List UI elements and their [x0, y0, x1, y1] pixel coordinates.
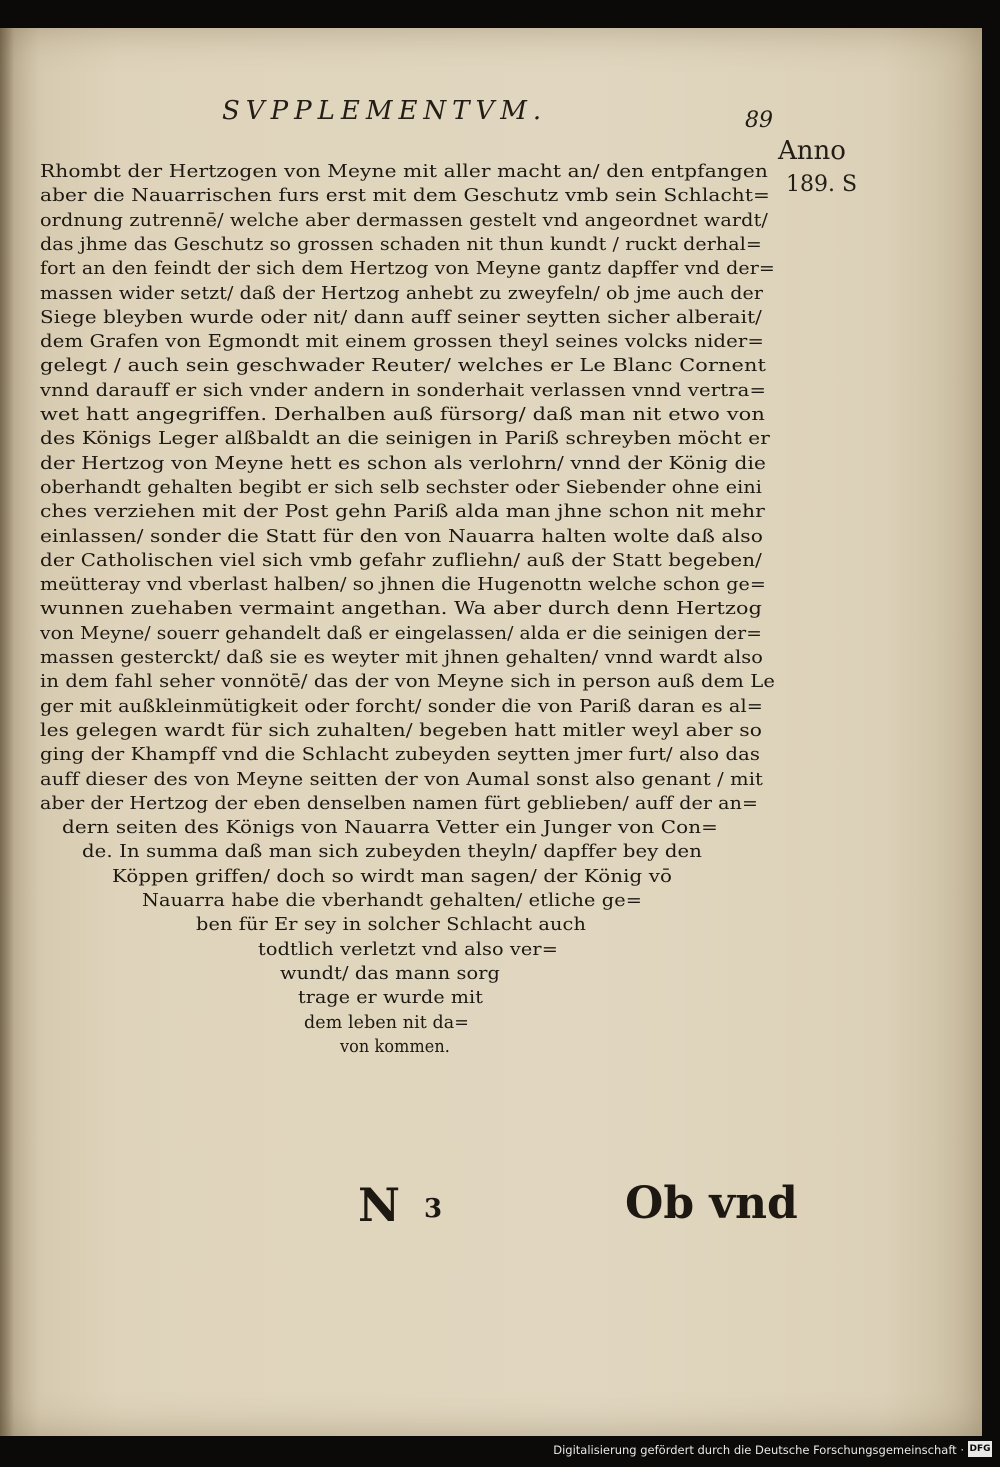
text-line: ordnung zutrennē/ welche aber dermassen gestelt vnd angeordnet wardt/: [40, 210, 768, 231]
text-line: wunnen zuehaben vermaint angethan. Wa aber durch denn Hertzog: [40, 599, 762, 620]
signature-letter: N: [358, 1178, 401, 1232]
text-line: ben für Er sey in solcher Schlacht auch: [196, 915, 586, 936]
text-line: les gelegen wardt für sich zuhalten/ begeben hatt mitler weyl aber so: [40, 720, 762, 741]
text-line: massen wider setzt/ daß der Hertzog anhebt zu zweyfeln/ ob jme auch der: [40, 283, 763, 304]
text-line: Nauarra habe die vberhandt gehalten/ etliche ge=: [142, 891, 642, 911]
text-line: de. In summa daß man sich zubeyden theyln/ dapffer bey den: [82, 842, 702, 863]
text-line: der Hertzog von Meyne hett es schon als verlohrn/ vnnd der König die: [40, 453, 767, 474]
running-header: SVPPLEMENTVM.: [222, 96, 548, 126]
text-line: wet hatt angegriffen. Derhalben auß fürsorg/ daß man nit etwo von: [40, 405, 765, 425]
text-line: ger mit außkleinmütigkeit oder forcht/ sonder die von Pariß daran es al=: [40, 696, 763, 717]
text-line: gelegt / auch sein geschwader Reuter/ welches er Le Blanc Cornent: [40, 356, 766, 377]
text-line: auff dieser des von Meyne seitten der von Aumal sonst also genant / mit: [40, 769, 763, 790]
text-line: wundt/ das mann sorg: [280, 963, 500, 984]
text-line: todtlich verletzt vnd also ver=: [258, 939, 558, 960]
text-line: meütteray vnd vberlast halben/ so jhnen die Hugenottn welche schon ge=: [40, 575, 766, 596]
text-line: Rhombt der Hertzogen von Meyne mit aller macht an/ den entpfangen: [40, 162, 768, 182]
text-line: von kommen.: [340, 1036, 450, 1057]
text-line: in dem fahl seher vonnötē/ das der von Meyne sich in person auß dem Le: [40, 672, 776, 693]
book-page: [0, 28, 982, 1436]
margin-note-line-1: Anno: [778, 136, 846, 166]
text-line: fort an den feindt der sich dem Hertzog von Meyne gantz dapffer vnd der=: [40, 259, 775, 280]
text-line: ging der Khampff vnd die Schlacht zubeyden seytten jmer furt/ also das: [40, 745, 760, 766]
signature-mark: [358, 1178, 442, 1232]
folio-number: 89: [745, 108, 773, 133]
text-line: dem leben nit da=: [304, 1012, 469, 1033]
text-line: aber die Nauarrischen furs erst mit dem Geschutz vmb sein Schlacht=: [40, 186, 770, 207]
text-line: von Meyne/ souerr gehandelt daß er eingelassen/ alda er die seinigen der=: [40, 623, 762, 644]
text-line: das jhme das Geschutz so grossen schaden nit thun kundt / ruckt derhal=: [40, 234, 763, 255]
text-line: aber der Hertzog der eben denselben namen fürt geblieben/ auff der an=: [40, 793, 758, 814]
text-line: massen gesterckt/ daß sie es weyter mit jhnen gehalten/ vnnd wardt also: [40, 648, 763, 668]
text-line: dern seiten des Königs von Nauarra Vetter ein Junger von Con=: [62, 818, 718, 839]
text-line: Siege bleyben wurde oder nit/ dann auff seiner seytten sicher alberait/: [40, 307, 762, 328]
text-line: des Königs Leger alßbaldt an die seinigen in Pariß schreyben möcht er: [40, 429, 770, 450]
dfg-logo: DFG: [968, 1441, 992, 1457]
catchword: Ob vnd: [625, 1178, 798, 1229]
text-line: einlassen/ sonder die Statt für den von Nauarra halten wolte daß also: [40, 526, 763, 547]
digitization-credit: Digitalisierung gefördert durch die Deutsche Forschungsgemeinschaft ·: [553, 1443, 964, 1457]
text-line: trage er wurde mit: [298, 988, 483, 1009]
text-line: Köppen griffen/ doch so wirdt man sagen/ der König vō: [112, 866, 672, 887]
text-line: vnnd darauff er sich vnder andern in sonderhait verlassen vnnd vertra=: [40, 380, 766, 401]
signature-number: 3: [424, 1194, 443, 1224]
margin-note-line-2: 189. S: [786, 172, 858, 197]
margin-note: [778, 134, 868, 202]
text-line: der Catholischen viel sich vmb gefahr zufliehn/ auß der Statt begeben/: [40, 550, 762, 571]
text-line: dem Grafen von Egmondt mit einem grossen theyl seines volcks nider=: [40, 332, 764, 353]
text-line: oberhandt gehalten begibt er sich selb sechster oder Siebender ohne eini: [40, 477, 762, 498]
text-line: ches verziehen mit der Post gehn Pariß alda man jhne schon nit mehr: [40, 502, 765, 523]
